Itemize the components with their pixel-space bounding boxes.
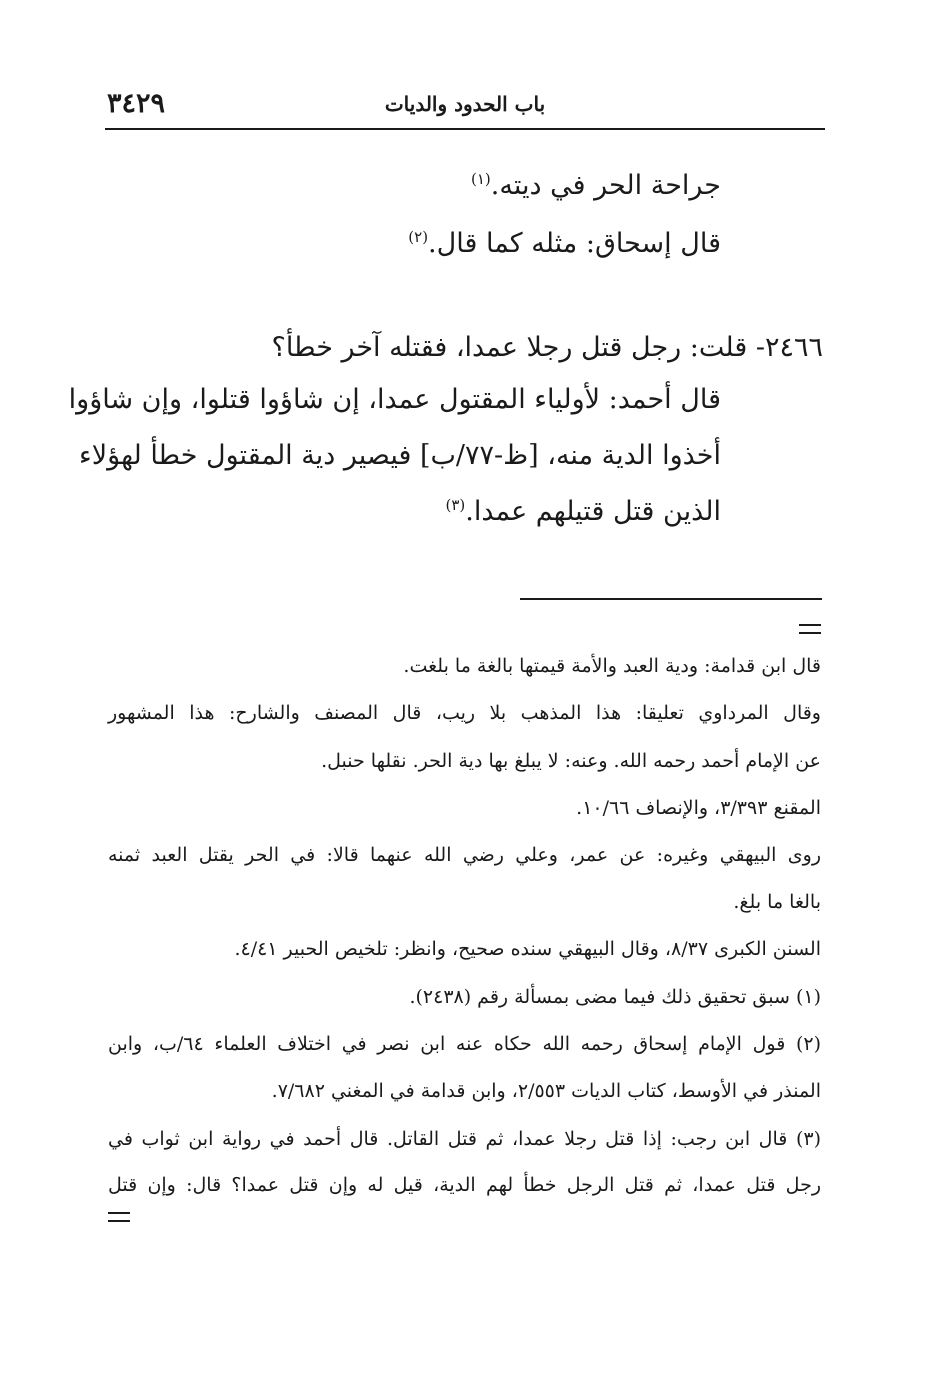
footnote-cont-line-1: قال ابن قدامة: ودية العبد والأمة قيمتها بالغة ما بلغت. [403, 655, 821, 677]
question-number: ٢٤٦٦- [755, 332, 823, 363]
footnote-separator [520, 598, 822, 600]
footnote-2-line-1: (٢) قول الإمام إسحاق رحمه الله حكاه عنه ابن نصر في اختلاف العلماء ٦٤/ب، وابن [108, 1033, 822, 1055]
main-line-2: قال إسحاق: مثله كما قال.$^{(٢)}$ [408, 228, 721, 259]
answer-line-2: أخذوا الدية منه، [ظ-٧٧/ب] فيصير دية المقتول خطأ لهؤلاء [79, 440, 721, 471]
footnote-ref-1[interactable]: (١) [471, 170, 491, 188]
footnote-1: (١) سبق تحقيق ذلك فيما مضى بمسألة رقم (٢٤٣٨). [409, 986, 821, 1008]
footnote-cont-line-7: السنن الكبرى ٨/٣٧، وقال البيهقي سنده صحيح، وانظر: تلخيص الحبير ٤/٤١. [234, 938, 821, 960]
question-text: قلت: رجل قتل رجلا عمدا، فقتله آخر خطأ؟ [271, 332, 748, 363]
footnote-cont-line-2: وقال المرداوي تعليقا: هذا المذهب بلا ريب، قال المصنف والشارح: هذا المشهور [108, 702, 821, 724]
page-number: ٣٤٢٩ [107, 88, 166, 119]
answer-line-3: الذين قتل قتيلهم عمدا.$^{(٣)}$ [445, 496, 721, 527]
footnote-cont-line-3: عن الإمام أحمد رحمه الله. وعنه: لا يبلغ بها دية الحر. نقلها حنبل. [321, 750, 821, 772]
footnote-ref-3[interactable]: (٣) [445, 496, 466, 514]
continuation-mark-bottom [108, 1212, 130, 1222]
footnote-cont-line-5: روى البيهقي وغيره: عن عمر، وعلي رضي الله عنهما قالا: في الحر يقتل العبد ثمنه [108, 844, 821, 866]
main-line-1: جراحة الحر في ديته.$^{(١)}$ [471, 170, 721, 201]
footnote-3-line-2: رجل قتل عمدا، ثم قتل الرجل خطأ لهم الدية، قيل له وإن قتل عمدا؟ قال: وإن قتل [108, 1174, 821, 1196]
answer-line-1: قال أحمد: لأولياء المقتول عمدا، إن شاؤوا قتلوا، وإن شاؤوا [68, 384, 721, 415]
continuation-mark-top [799, 624, 821, 634]
footnote-ref-2[interactable]: (٢) [408, 228, 429, 246]
footnote-cont-line-4: المقنع ٣/٣٩٣، والإنصاف ١٠/٦٦. [576, 797, 821, 819]
footnote-cont-line-6: بالغا ما بلغ. [733, 891, 821, 913]
footnote-3-line-1: (٣) قال ابن رجب: إذا قتل رجلا عمدا، ثم قتل القاتل. قال أحمد في رواية ابن ثواب في [108, 1128, 821, 1150]
question-line [271, 332, 823, 363]
running-title: باب الحدود والديات [384, 92, 546, 116]
footnote-2-line-2: المنذر في الأوسط، كتاب الديات ٢/٥٥٣، وابن قدامة في المغني ٧/٦٨٢. [271, 1080, 821, 1102]
page-header [105, 84, 825, 130]
